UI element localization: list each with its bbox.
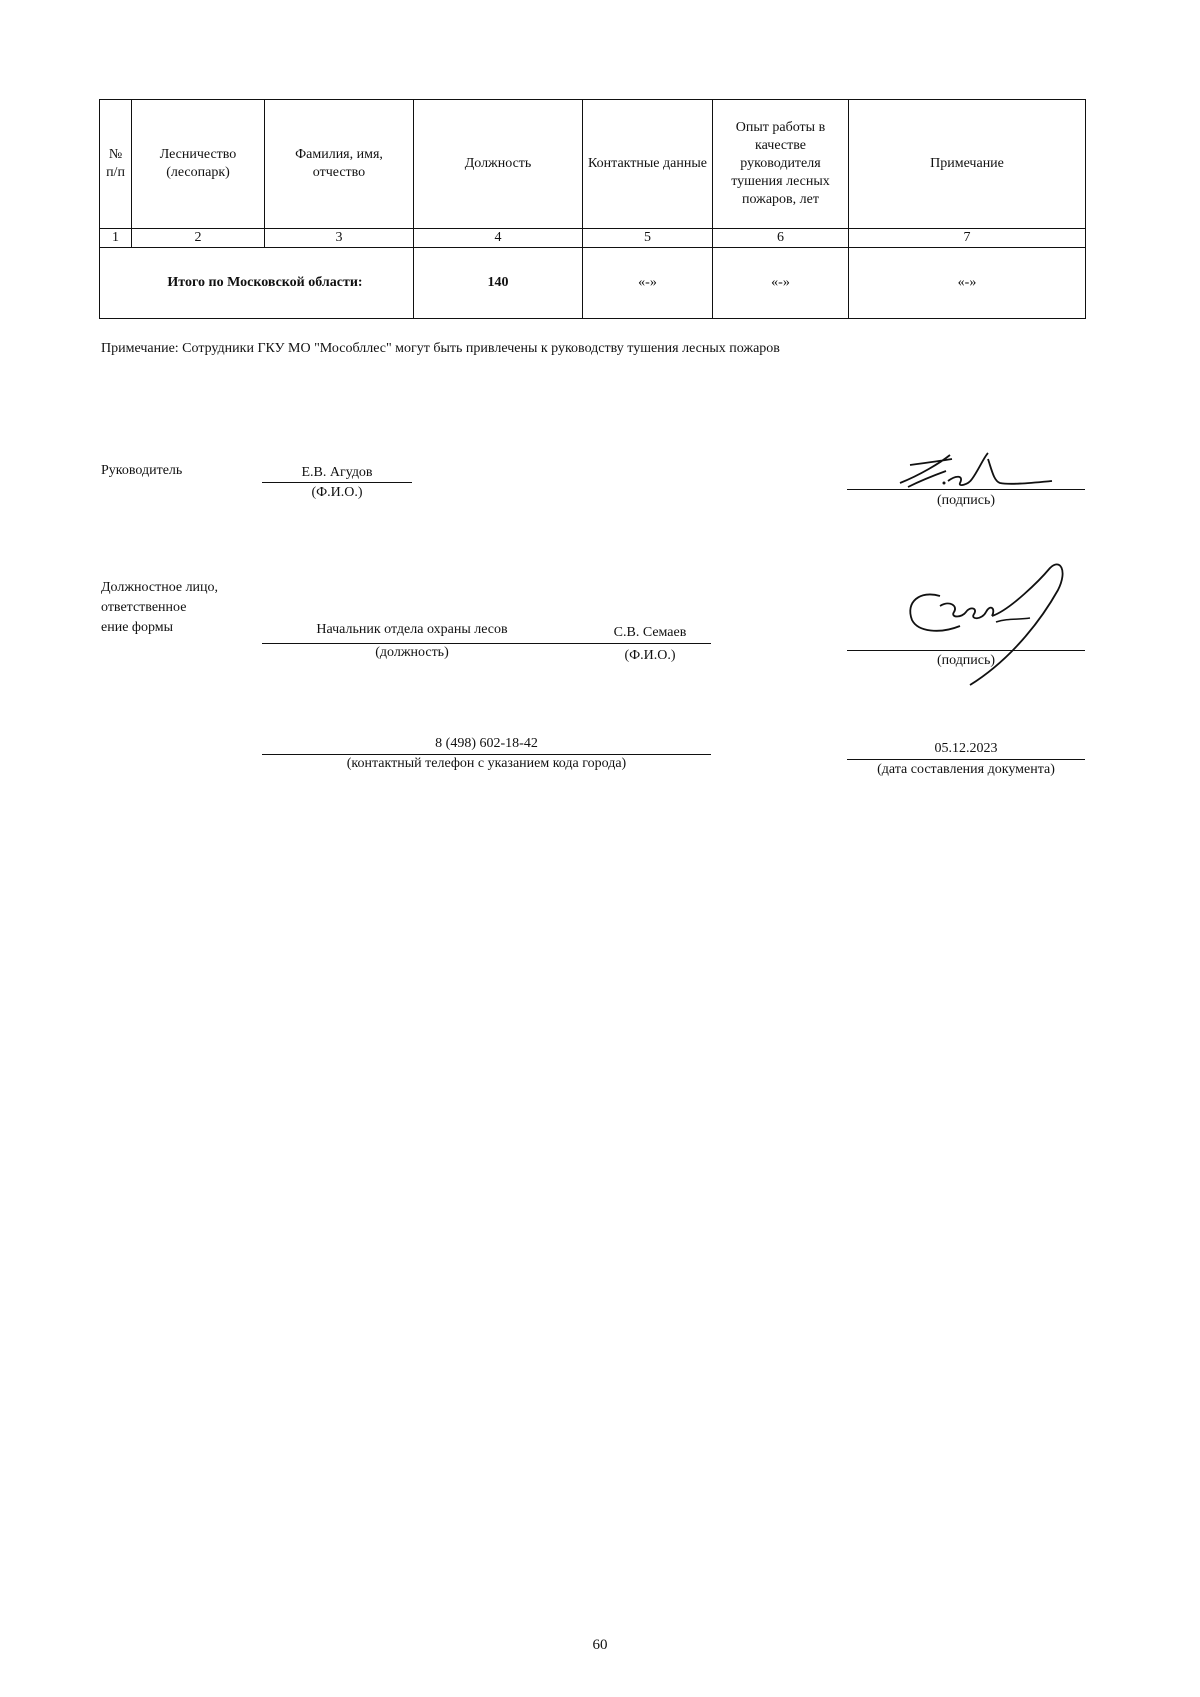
head-signature-caption: (подпись) bbox=[936, 493, 996, 508]
head-fio-caption: (Ф.И.О.) bbox=[311, 485, 363, 500]
column-number: 4 bbox=[414, 229, 583, 248]
header-cell: Фамилия, имя, отчество bbox=[265, 100, 414, 229]
official-label-line: ответственное bbox=[101, 600, 187, 615]
header-cell: Должность bbox=[414, 100, 583, 229]
staff-table bbox=[99, 99, 1086, 319]
page-number: 60 bbox=[592, 1637, 608, 1653]
official-label bbox=[101, 578, 218, 638]
official-position: Начальник отдела охраны лесов bbox=[316, 622, 508, 637]
column-number: 5 bbox=[583, 229, 713, 248]
official-signature bbox=[900, 560, 1080, 690]
date-value: 05.12.2023 bbox=[934, 741, 998, 756]
head-name: Е.В. Агудов bbox=[301, 465, 373, 480]
column-number: 6 bbox=[713, 229, 849, 248]
head-label: Руководитель bbox=[101, 463, 183, 478]
phone-value: 8 (498) 602-18-42 bbox=[435, 736, 538, 751]
header-cell: Примечание bbox=[849, 100, 1086, 229]
header-cell: Опыт работы в качестве руководителя тушения лесных пожаров, лет bbox=[713, 100, 849, 229]
head-signature-line bbox=[847, 489, 1085, 490]
official-signature-line bbox=[847, 650, 1085, 651]
official-label-line: Должностное лицо, bbox=[101, 580, 219, 595]
header-cell: Лесничество (лесопарк) bbox=[132, 100, 265, 229]
column-number: 1 bbox=[100, 229, 132, 248]
total-note: «-» bbox=[849, 248, 1086, 319]
column-number: 7 bbox=[849, 229, 1086, 248]
header-cell: № п/п bbox=[100, 100, 132, 229]
date-caption: (дата составления документа) bbox=[877, 762, 1055, 777]
table-header-row bbox=[100, 100, 1086, 229]
footnote: Примечание: Сотрудники ГКУ МО "Мособллес" могут быть привлечены к руководству тушения лесных пожаров bbox=[101, 341, 780, 356]
header-cell: Контактные данные bbox=[583, 100, 713, 229]
column-number: 2 bbox=[132, 229, 265, 248]
total-experience: «-» bbox=[713, 248, 849, 319]
total-contact: «-» bbox=[583, 248, 713, 319]
official-signature-caption: (подпись) bbox=[936, 653, 996, 668]
phone-caption: (контактный телефон с указанием кода города) bbox=[346, 756, 627, 771]
phone-line bbox=[262, 754, 711, 755]
official-fio-caption: (Ф.И.О.) bbox=[624, 648, 676, 663]
head-name-underline bbox=[262, 482, 412, 483]
total-label: Итого по Московской области: bbox=[100, 248, 414, 319]
column-number-row bbox=[100, 229, 1086, 248]
official-name: С.В. Семаев bbox=[613, 625, 687, 640]
column-number: 3 bbox=[265, 229, 414, 248]
official-line bbox=[262, 643, 711, 644]
position-caption: (должность) bbox=[375, 645, 449, 660]
total-position-count: 140 bbox=[414, 248, 583, 319]
date-line bbox=[847, 759, 1085, 760]
total-row bbox=[100, 248, 1086, 319]
head-signature bbox=[880, 445, 1060, 495]
official-label-line: ение формы bbox=[101, 620, 174, 635]
